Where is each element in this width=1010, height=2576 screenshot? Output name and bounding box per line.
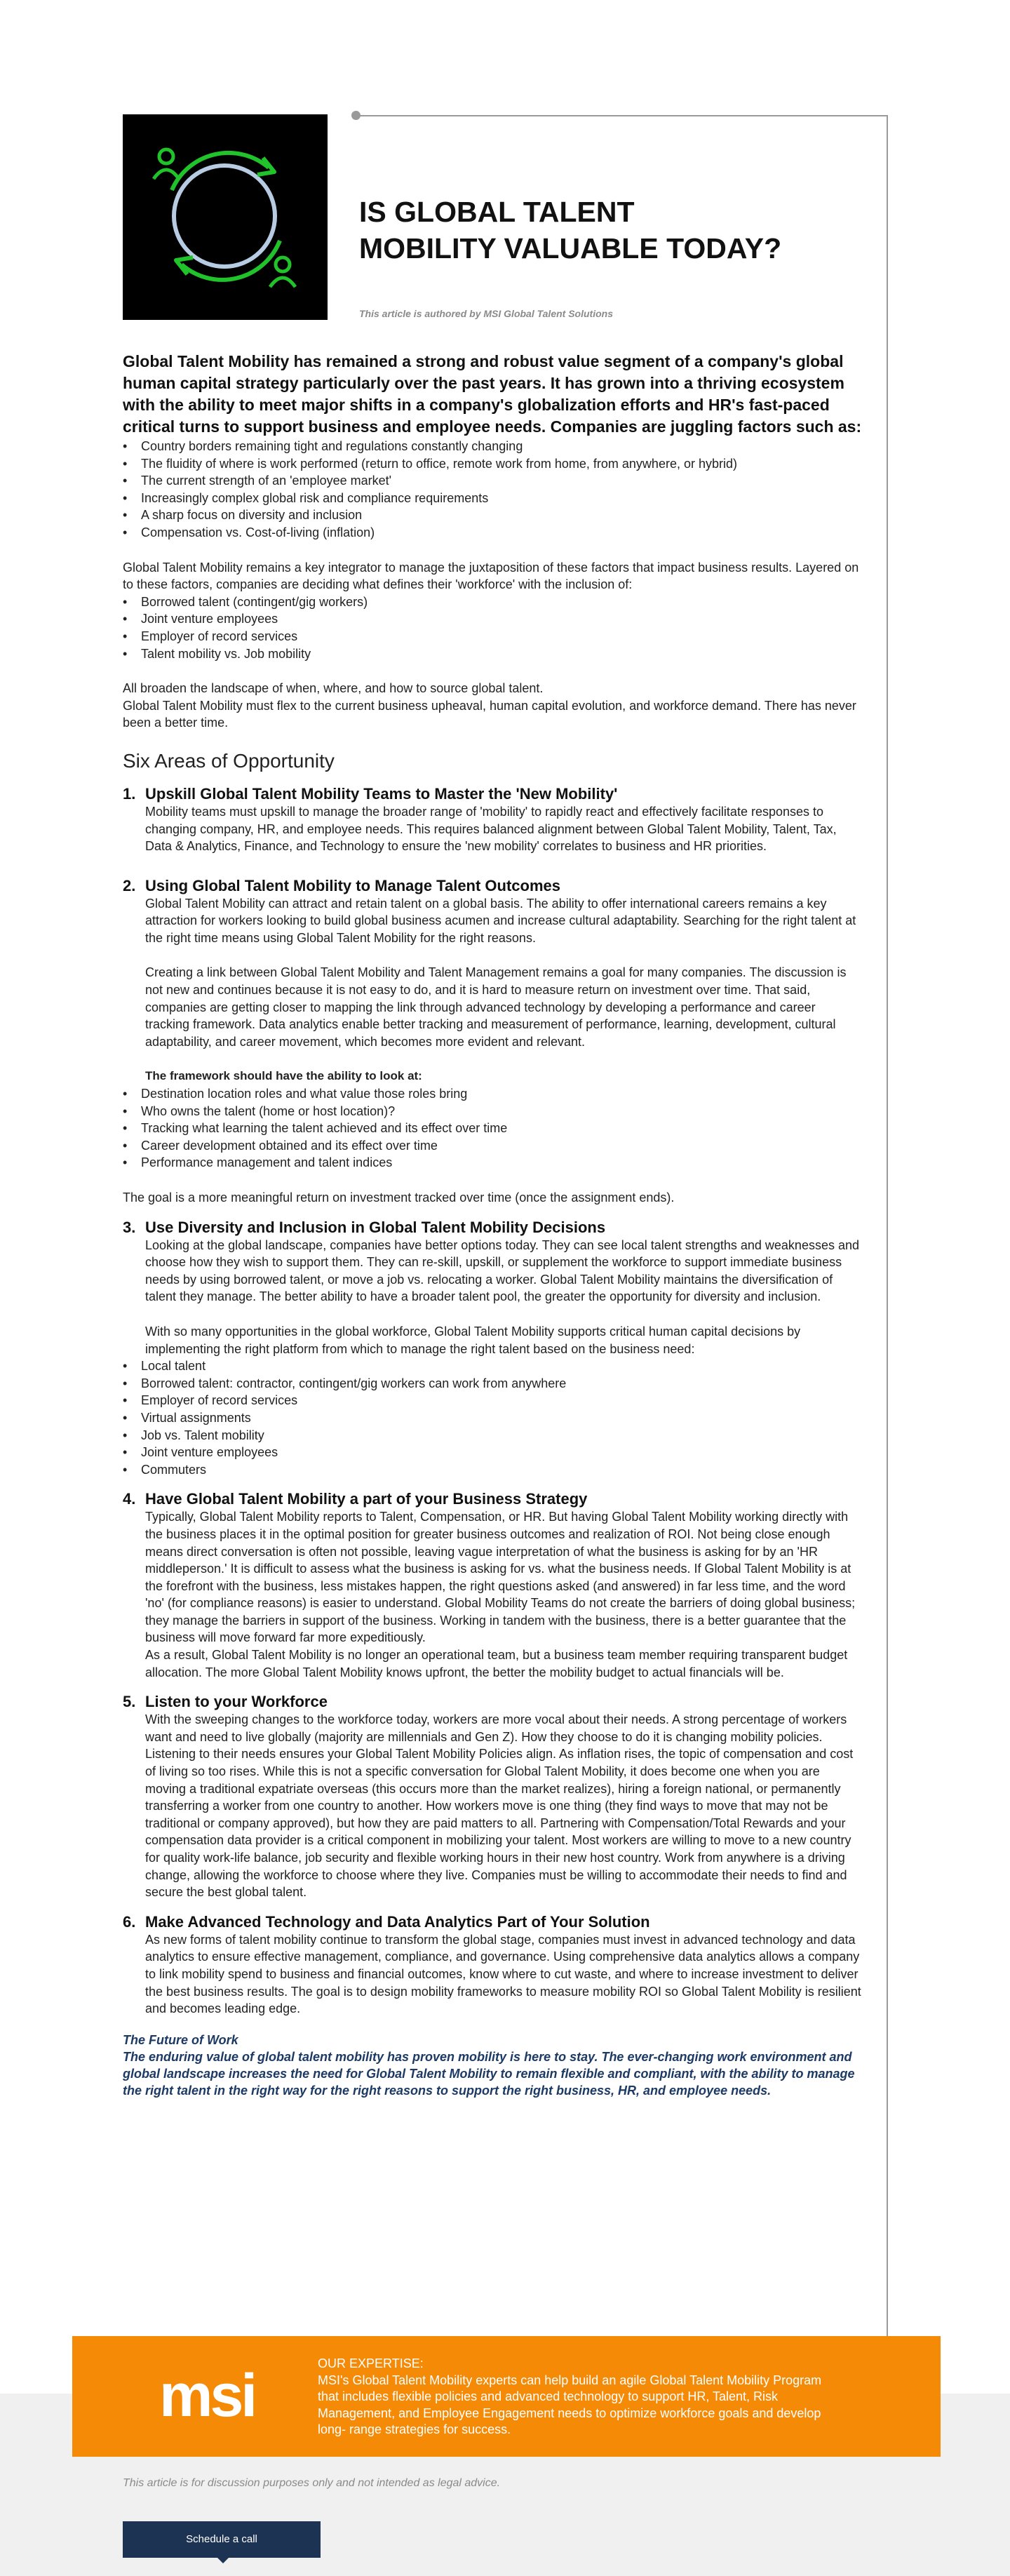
list-item: • Destination location roles and what value those roles bring: [123, 1085, 863, 1103]
lead-paragraph: Global Talent Mobility has remained a strong and robust value segment of a company's global human capital strategy particularly over the past years. It has grown into a thriving ecosystem with the ability to meet major shifts in a company's globalization efforts and HR's fast-paced critical turns to support business and employee needs. Companies are juggling factors such as:: [123, 352, 862, 436]
section-body: Typically, Global Talent Mobility reports to Talent, Compensation, or HR. But having Global Talent Mobility working directly with the business places it in the optimal position for greater business outcomes and realization of ROI. Not being close enough means direct conversation is often not possible, leaving vague interpretation of what the business is asking for by an 'HR middleperson.' It is difficult to assess what the business is asking for vs. what the business needs. If Global Talent Mobility is at the forefront with the business, less mistakes happen, the right questions asked (and answered) in far less time, and the word 'no' (for compliance reasons) is easier to understand. Global Mobility Teams do not create the barriers of doing global business; they manage the barriers in support of the business. Working in tandem with the business, there is a better guarantee that the business will move forward far more expeditiously.: [145, 1510, 856, 1645]
svg-text:msi: msi: [159, 2368, 255, 2426]
section-body: Creating a link between Global Talent Mobility and Talent Management remains a goal for many companies. The discussion is not new and continues because it is not easy to do, and it is hard to measure return on investment over time. That said, companies are getting closer to mapping the link through advanced technology by developing a performance and career tracking framework. Data analytics enable better tracking and measurement of performance, learning, development, cultural adaptability, and career movement, which becomes more evident and relevant.: [145, 965, 847, 1049]
expertise-label: OUR EXPERTISE:: [318, 2356, 424, 2370]
list-item: • Commuters: [123, 1461, 863, 1479]
list-item: • Tracking what learning the talent achieved and its effect over time: [123, 1120, 863, 1137]
future-of-work: [123, 2032, 863, 2099]
decorative-vertical-line: [887, 116, 888, 2354]
future-text: The enduring value of global talent mobility has proven mobility is here to stay. The ever-changing work environment and global landscape increases the need for Global Talent Mobility to remain flexible and compliant, with the ability to manage the right talent in the right way for the right reasons to support the right business, HR, and employee needs.: [123, 2049, 855, 2098]
section-body: With so many opportunities in the global workforce, Global Talent Mobility supports critical human capital decisions by implementing the right platform from which to manage the right talent based on the business need:: [145, 1324, 801, 1356]
workforce-list: [123, 593, 863, 662]
page-title: [359, 194, 864, 267]
section-body: Looking at the global landscape, companies have better options today. They can see local talent strengths and weaknesses and choose how they wish to support them. They can re-skill, upskill, or supplement the workforce to support immediate business needs by using borrowed talent, or move a job vs. relocating a worker. Global Talent Mobility maintains the diversification of talent they manage. The better ability to have a broader talent pool, the greater the opportunity for diversity and inclusion.: [145, 1237, 860, 1304]
list-item: • The fluidity of where is work performed (return to office, remote work from home, from anywhere, or hybrid): [123, 455, 863, 473]
goal-line: The goal is a more meaningful return on investment tracked over time (once the assignment ends).: [123, 1190, 675, 1205]
list-item: • Joint venture employees: [123, 1444, 863, 1461]
list-item: • Virtual assignments: [123, 1409, 863, 1427]
list-item: • The current strength of an 'employee market': [123, 472, 863, 490]
section-body: With the sweeping changes to the workforce today, workers are more vocal about their needs. A strong percentage of workers want and need to live globally (majority are millennials and Gen Z). How they choose to do it is changing mobility policies. Listening to their needs ensures your Global Talent Mobility Policies align. As inflation rises, the topic of compensation and cost of living so too rises. While this is not a specific conversation for Global Talent Mobility, it does become one when you are moving a traditional expatriate overseas (this occurs more than the market realizes), hiring a foreign national, or permanently transferring a worker from one country to another. How workers move is one thing (they find ways to move that may not be traditional or company approved), but how they are paid matters to all. Partnering with Compensation/Total Rewards and your compensation data provider is a critical component in mobilizing your talent. Most workers are willing to move to a new country for quality work-life balance, job security and flexible working hours in their new host country. Work from anywhere is a driving change, allowing the workforce to choose where they live. Companies must be willing to accommodate their needs to find and secure the best global talent.: [145, 1712, 854, 1900]
landscape-line-2: Global Talent Mobility must flex to the current business upheaval, human capital evolution, and workforce demand. There has never been a better time.: [123, 698, 856, 730]
list-item: • Borrowed talent (contingent/gig workers): [123, 593, 863, 611]
section-heading: 1. Upskill Global Talent Mobility Teams to Master the 'New Mobility': [123, 784, 618, 803]
section-heading: 2. Using Global Talent Mobility to Manage Talent Outcomes: [123, 876, 561, 894]
title-line-1: IS GLOBAL TALENT: [359, 196, 635, 228]
integrator-paragraph: Global Talent Mobility remains a key integrator to manage the juxtaposition of these factors that impact business results. Layered on to these factors, companies are deciding what defines their 'workforce' with the inclusion of:: [123, 560, 859, 592]
list-item: • A sharp focus on diversity and inclusion: [123, 507, 863, 524]
list-item: • Career development obtained and its effect over time: [123, 1137, 863, 1155]
list-item: • Borrowed talent: contractor, contingent/gig workers can work from anywhere: [123, 1375, 863, 1393]
list-item: • Country borders remaining tight and regulations constantly changing: [123, 438, 863, 455]
areas-heading: Six Areas of Opportunity: [123, 749, 335, 772]
button-pointer: [217, 2558, 229, 2563]
future-heading: The Future of Work: [123, 2032, 238, 2047]
hero-image: [123, 114, 328, 320]
section-1: [123, 784, 863, 855]
article-body: [123, 351, 863, 2099]
expertise-text: MSI's Global Talent Mobility experts can help build an agile Global Talent Mobility Program that includes flexible policies and advanced technology to support HR, Talent, Risk Management, and Employee Engagement needs to optimize workforce goals and develop long- range strategies for success.: [318, 2373, 822, 2436]
decorative-line-dot: [351, 111, 361, 120]
section-body: Global Talent Mobility can attract and retain talent on a global basis. The ability to offer international careers remains a key attraction for workers looking to build global business acumen and increase cultural adaptability. Searching for the right talent at the right time means using Global Talent Mobility for the right reasons.: [145, 896, 856, 945]
list-item: • Employer of record services: [123, 628, 863, 645]
title-line-2: MOBILITY VALUABLE TODAY?: [359, 232, 782, 264]
factors-list: [123, 438, 863, 542]
section-body: As a result, Global Talent Mobility is no longer an operational team, but a business team member requiring transparent budget allocation. The more Global Talent Mobility knows upfront, the better the mobility budget to actual financials will be.: [145, 1648, 848, 1679]
list-item: • Talent mobility vs. Job mobility: [123, 645, 863, 663]
global-mobility-cycle-icon: [123, 114, 328, 320]
section-heading: 5. Listen to your Workforce: [123, 1693, 328, 1711]
list-item: • Performance management and talent indices: [123, 1154, 863, 1172]
section-2: [123, 876, 863, 1207]
legal-disclaimer: This article is for discussion purposes only and not intended as legal advice.: [123, 2477, 501, 2489]
list-item: • Joint venture employees: [123, 610, 863, 628]
schedule-call-button[interactable]: Schedule a call: [123, 2521, 321, 2558]
section-body: As new forms of talent mobility continue to transform the global stage, companies must invest in advanced technology and data analytics to ensure effective management, compliance, and governance. Using comprehensive data analytics allows a company to link mobility spend to business and financial outcomes, know where to cut waste, and where to increase investment to deliver the best business results. The goal is to design mobility frameworks to measure mobility ROI so Global Talent Mobility is resilient and becomes leading edge.: [145, 1932, 861, 2016]
framework-heading: The framework should have the ability to look at:: [145, 1069, 422, 1083]
landscape-line-1: All broaden the landscape of when, where, and how to source global talent.: [123, 681, 544, 696]
decorative-horizontal-line: [356, 115, 888, 116]
expertise-banner: [72, 2336, 941, 2457]
section-4: [123, 1489, 863, 1681]
section-6: [123, 1912, 863, 2018]
list-item: • Job vs. Talent mobility: [123, 1427, 863, 1444]
framework-list: [123, 1085, 863, 1172]
list-item: • Employer of record services: [123, 1392, 863, 1409]
expertise-text-block: [318, 2356, 823, 2439]
author-byline: This article is authored by MSI Global Talent Solutions: [359, 308, 613, 319]
section-5: [123, 1692, 863, 1901]
msi-logo: [159, 2368, 284, 2426]
list-item: • Compensation vs. Cost-of-living (inflation): [123, 524, 863, 542]
section-3: [123, 1218, 863, 1479]
section-heading: 6. Make Advanced Technology and Data Analytics Part of Your Solution: [123, 1912, 650, 1931]
list-item: • Local talent: [123, 1357, 863, 1375]
platform-list: [123, 1357, 863, 1478]
list-item: • Increasingly complex global risk and compliance requirements: [123, 490, 863, 507]
list-item: • Who owns the talent (home or host location)?: [123, 1103, 863, 1120]
section-heading: 4. Have Global Talent Mobility a part of your Business Strategy: [123, 1490, 588, 1508]
section-body: Mobility teams must upskill to manage the broader range of 'mobility' to rapidly react and effectively facilitate responses to changing company, HR, and employee needs. This requires balanced alignment between Global Talent Mobility, Talent, Tax, Data & Analytics, Finance, and Technology to ensure the 'new mobility' correlates to business and HR priorities.: [145, 804, 837, 854]
section-heading: 3. Use Diversity and Inclusion in Global Talent Mobility Decisions: [123, 1218, 606, 1236]
